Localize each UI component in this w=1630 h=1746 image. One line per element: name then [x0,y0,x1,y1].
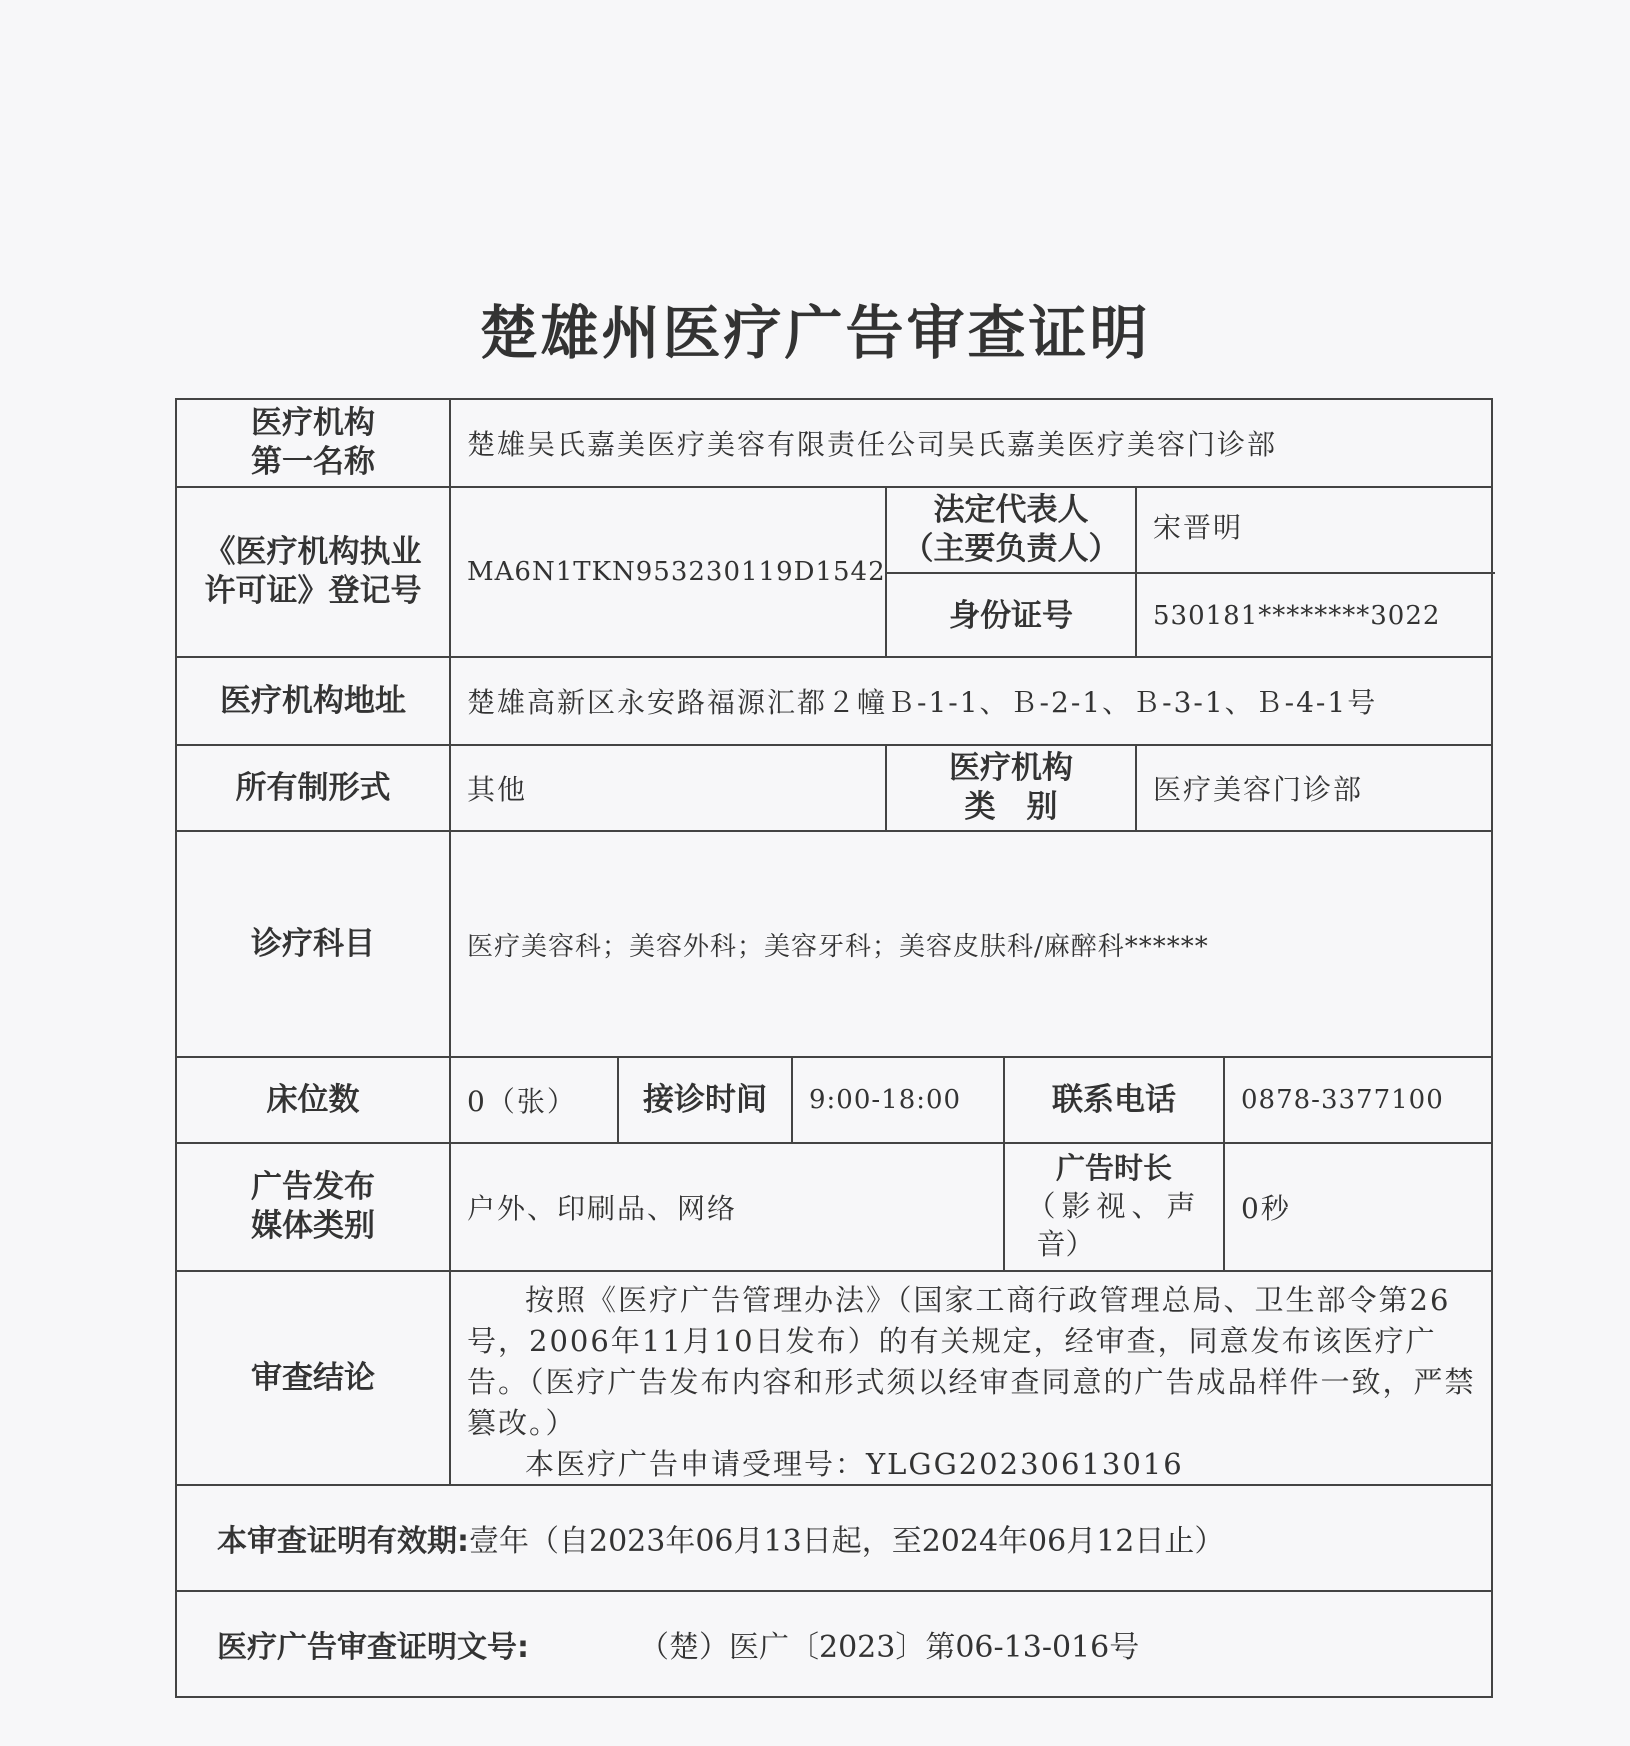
id-number-label: 身份证号 [887,574,1137,658]
certificate-table [175,398,1493,1698]
conclusion-text: 按照《医疗广告管理办法》（国家工商行政管理总局、卫生部令第26号，2006年11月10日发布）的有关规定，经审查，同意发布该医疗广告。（医疗广告发布内容和形式须以经审查同意的广告成品样件一致，严禁篡改。） 本医疗广告申请受理号：YLGG20230613016 [451,1272,1495,1485]
institution-name-label: 医疗机构 第一名称 [177,400,451,486]
duration-label: 广告时长 （影视、声 音） [1005,1144,1225,1270]
id-number-value: 530181********3022 [1153,601,1441,631]
row-cert-number [177,1592,1491,1696]
category-value: 医疗美容门诊部 [1153,773,1364,806]
row-departments [177,832,1491,1058]
license-label: 《医疗机构执业 许可证》登记号 [177,488,451,656]
phone-label: 联系电话 [1005,1058,1225,1142]
address-value: 楚雄高新区永安路福源汇都２幢Ｂ-1-1、Ｂ-2-1、Ｂ-3-1、Ｂ-4-1号 [467,686,1378,719]
row-license [177,488,1491,658]
departments-value: 医疗美容科；美容外科；美容牙科；美容皮肤科/麻醉科****** [467,931,1209,962]
row-conclusion [177,1272,1491,1486]
category-label: 医疗机构 类 别 [887,746,1137,830]
row-validity [177,1486,1491,1592]
institution-name-value: 楚雄吴氏嘉美医疗美容有限责任公司吴氏嘉美医疗美容门诊部 [467,428,1278,461]
acceptance-number: 本医疗广告申请受理号：YLGG20230613016 [525,1447,1184,1481]
media-label: 广告发布 媒体类别 [177,1144,451,1270]
row-media-duration [177,1144,1491,1272]
conclusion-label: 审查结论 [177,1272,451,1484]
media-value: 户外、印刷品、网络 [451,1144,1005,1270]
row-address [177,658,1491,746]
address-label: 医疗机构地址 [177,658,451,744]
cert-number-value: （楚）医广〔2023〕第06-13-016号 [639,1630,1140,1665]
license-number-value: MA6N1TKN953230119D1542 [451,488,887,656]
ownership-value: 其他 [451,746,887,830]
beds-label: 床位数 [177,1058,451,1142]
row-ownership [177,746,1491,832]
hours-label: 接诊时间 [619,1058,793,1142]
id-number-row [887,574,1495,658]
phone-value: 0878-3377100 [1241,1085,1444,1115]
legal-rep-value: 宋晋明 [1153,511,1244,544]
validity-line [217,1486,1224,1590]
row-beds-hours-phone [177,1058,1491,1144]
cert-number-label: 医疗广告审查证明文号: [217,1630,529,1665]
document-title: 楚雄州医疗广告审查证明 [479,299,1151,367]
row-institution-name [177,400,1491,488]
conclusion-body [451,1272,1495,1484]
ownership-label: 所有制形式 [177,746,451,830]
legal-rep-block [887,488,1495,656]
duration-value: 0秒 [1241,1192,1291,1225]
validity-value: 壹年（自2023年06月13日起，至2024年06月12日止） [469,1524,1225,1559]
validity-label: 本审查证明有效期: [217,1524,469,1559]
legal-rep-row [887,488,1495,574]
hours-value: 9:00-18:00 [793,1058,1005,1142]
legal-rep-label: 法定代表人 （主要负责人） [887,488,1137,572]
cert-number-line [217,1592,1139,1696]
beds-value: 0（张） [451,1058,619,1142]
departments-label: 诊疗科目 [177,832,451,1056]
